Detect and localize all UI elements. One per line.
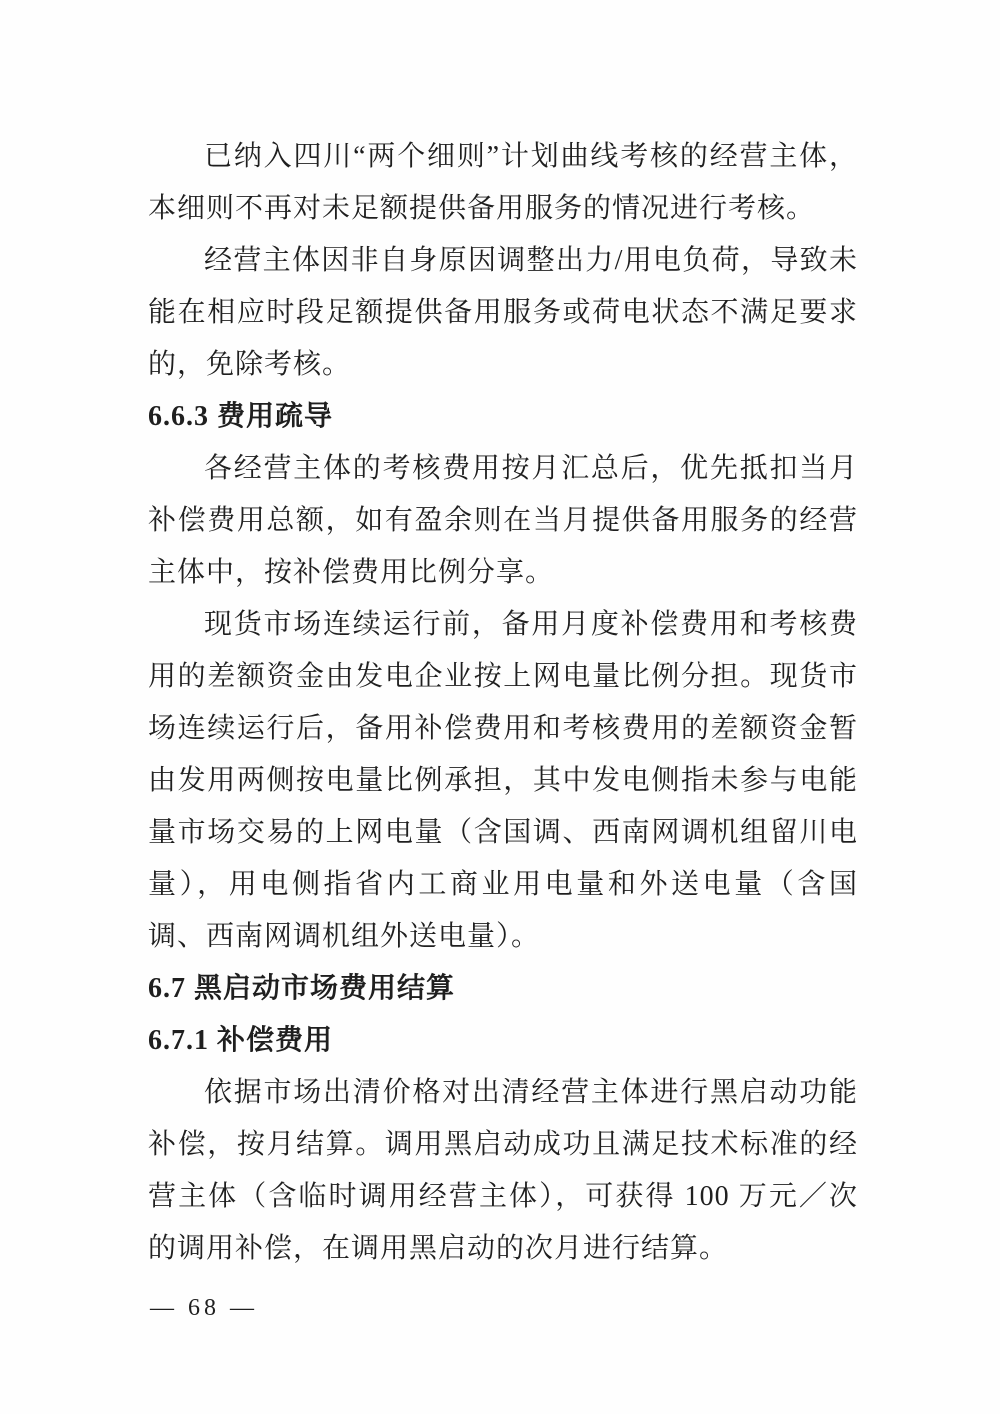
section-heading-6-7-black-start-settlement: 6.7 黑启动市场费用结算 xyxy=(148,973,456,1004)
page-number: — 68 — xyxy=(150,1295,258,1321)
paragraph-spot-market-cost-sharing: 现货市场连续运行前，备用月度补偿费用和考核费用的差额资金由发电企业按上网电量比例分担。现货市场连续运行后，备用补偿费用和考核费用的差额资金暂由发用两侧按电量比例承担，其中发电侧指未参与电能量市场交易的上网电量（含国调、西南网调机组留川电量），用电侧指省内工商业用电量和外送电量（含国调、西南网调机组外送电量）。 xyxy=(148,609,858,952)
section-heading-6-6-3-cost-dredging: 6.6.3 费用疏导 xyxy=(148,401,334,432)
paragraph-two-rules-assessment: 已纳入四川“两个细则”计划曲线考核的经营主体，本细则不再对未足额提供备用服务的情况进行考核。 xyxy=(148,141,858,224)
page-footer xyxy=(150,1295,258,1322)
paragraph-black-start-compensation: 依据市场出清价格对出清经营主体进行黑启动功能补偿，按月结算。调用黑启动成功且满足技术标准的经营主体（含临时调用经营主体），可获得 100 万元／次的调用补偿，在调用黑启动的次月进行结算。 xyxy=(148,1077,858,1264)
section-heading-6-7-1-compensation-fee: 6.7.1 补偿费用 xyxy=(148,1025,334,1056)
paragraph-exemption-from-assessment: 经营主体因非自身原因调整出力/用电负荷，导致未能在相应时段足额提供备用服务或荷电状态不满足要求的，免除考核。 xyxy=(148,245,858,380)
paragraph-monthly-assessment-fee-offset: 各经营主体的考核费用按月汇总后，优先抵扣当月补偿费用总额，如有盈余则在当月提供备用服务的经营主体中，按补偿费用比例分享。 xyxy=(148,453,858,588)
document-content xyxy=(148,131,858,1275)
